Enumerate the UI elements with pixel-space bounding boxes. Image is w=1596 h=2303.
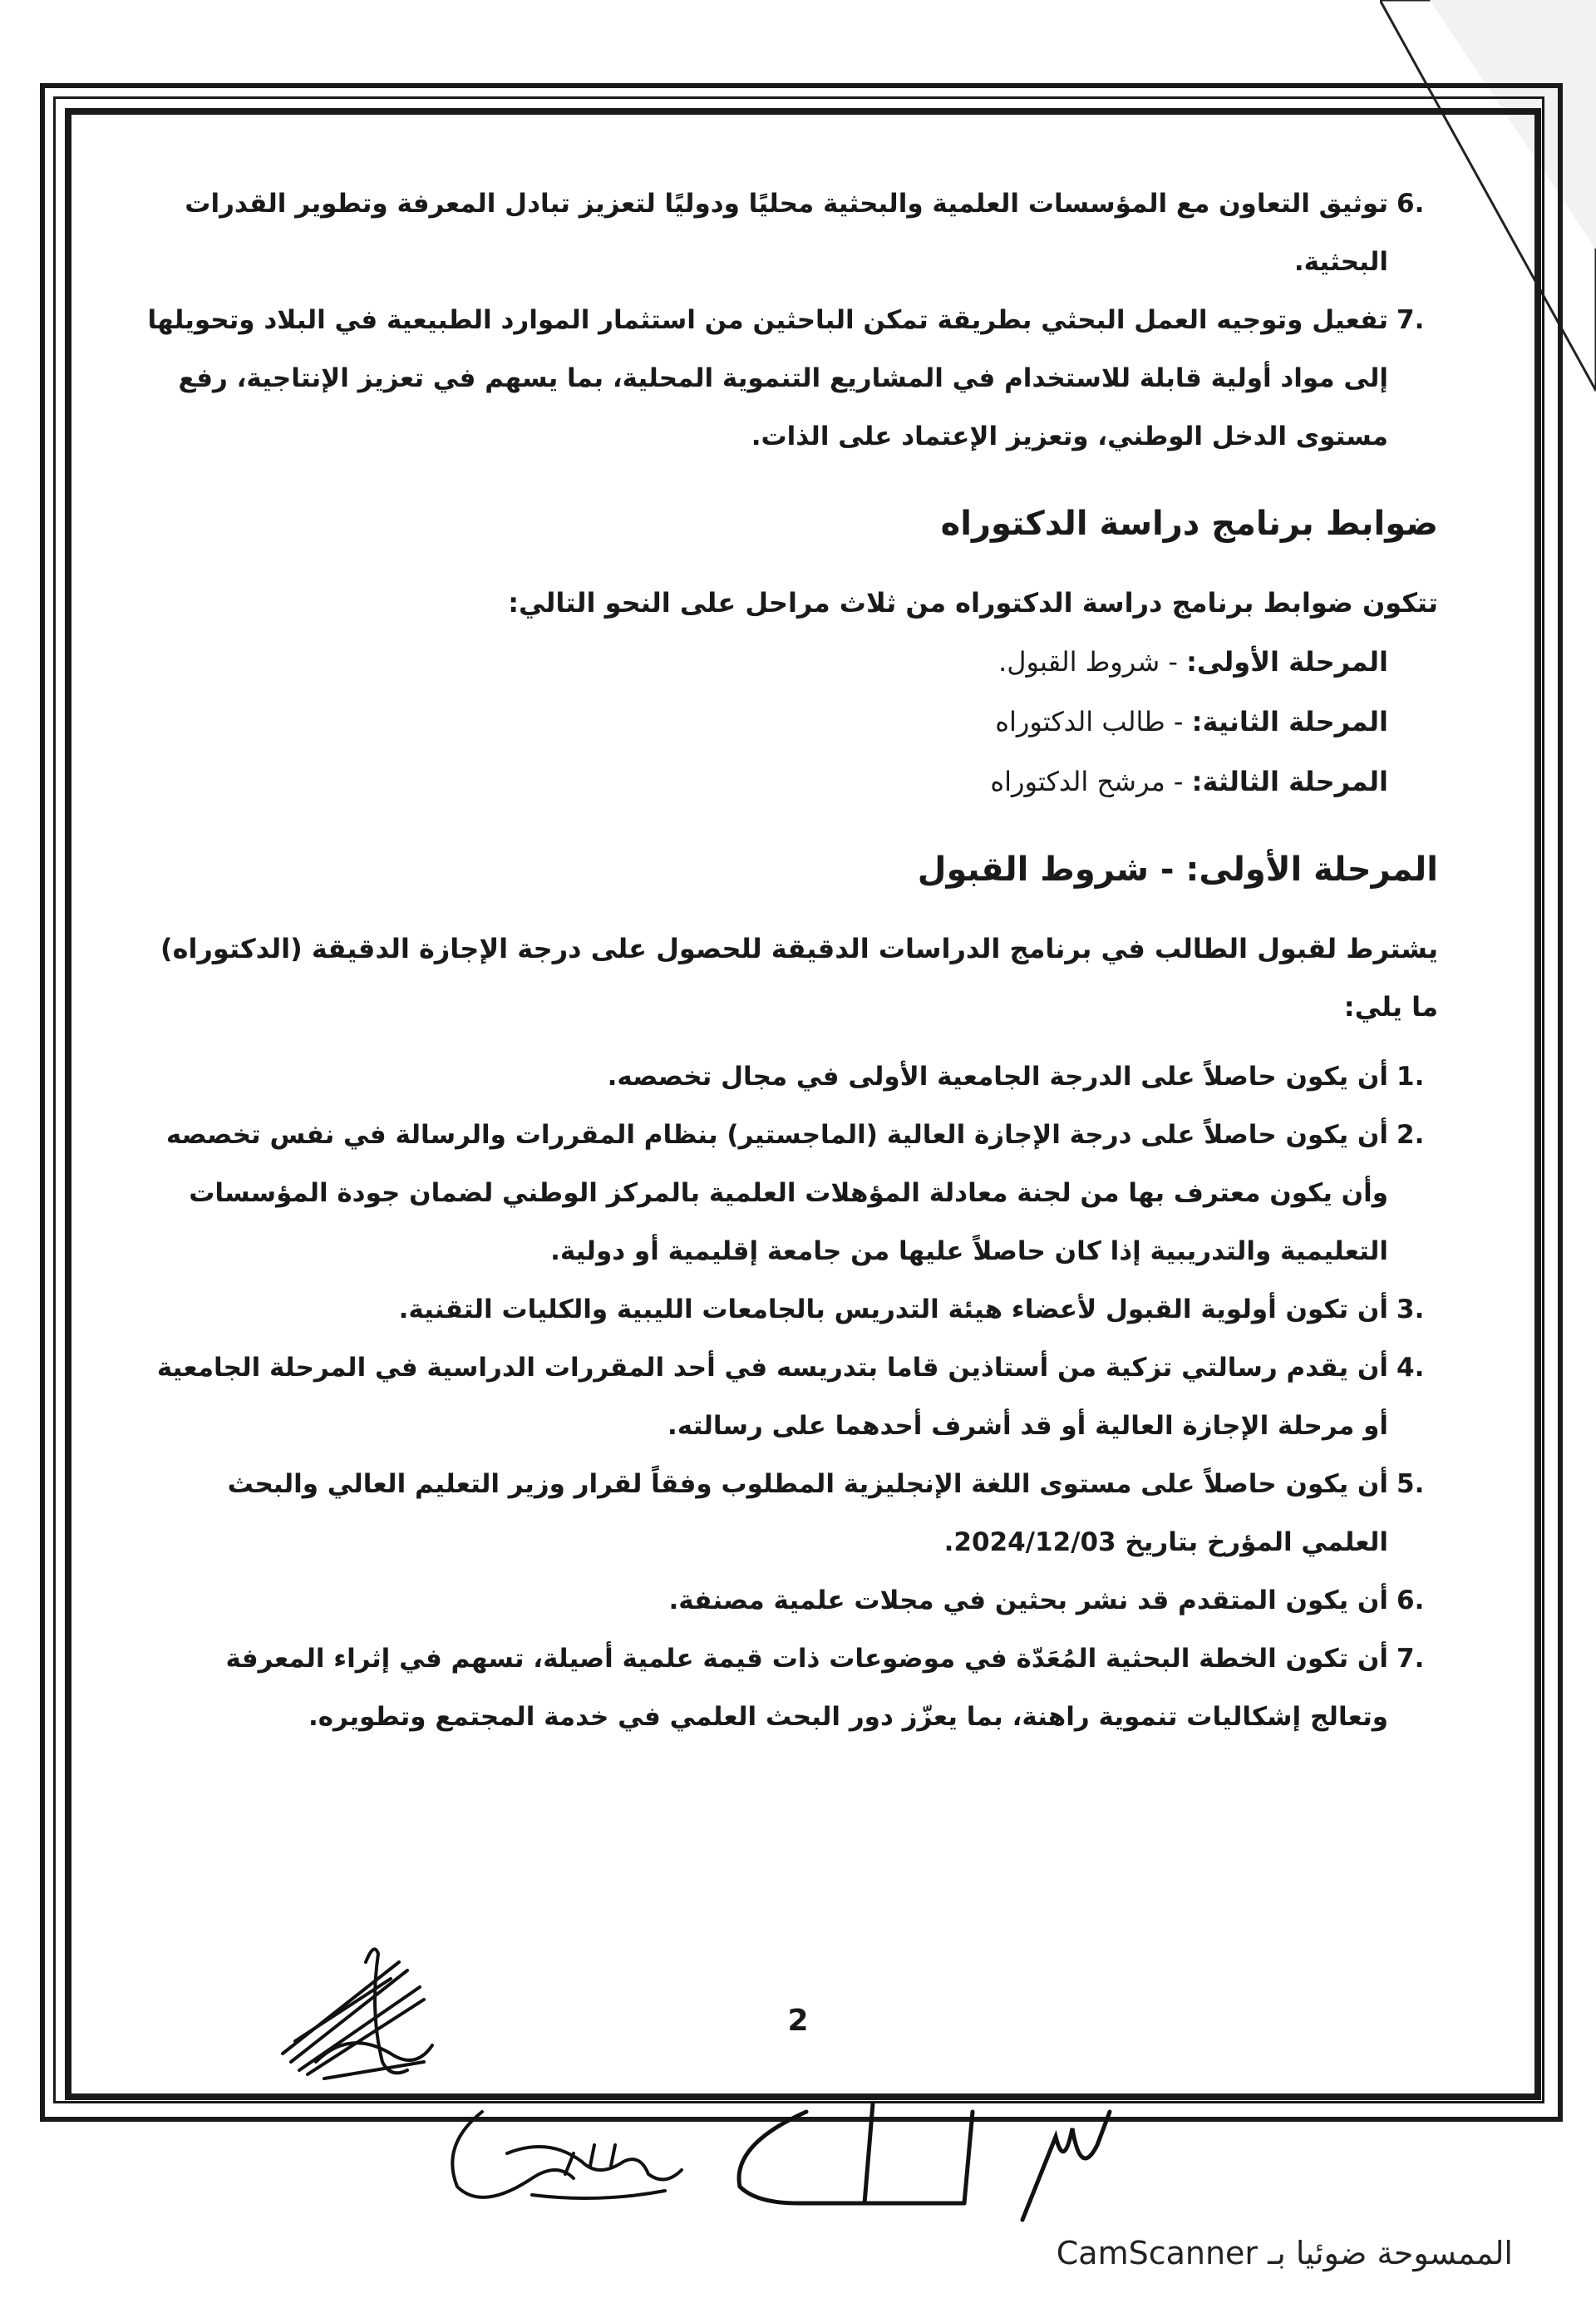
phase-item	[141, 692, 1438, 752]
list-item-text: أن يكون المتقدم قد نشر بحثين في مجلات علمية مصنفة.	[668, 1585, 1388, 1615]
section-intro: تتكون ضوابط برنامج دراسة الدكتوراه من ثلاث مراحل على النحو التالي:	[508, 587, 1438, 619]
list-item-text: تفعيل وتوجيه العمل البحثي بطريقة تمكن الباحثين من استثمار الموارد الطبيعية في البلاد وتحويلها إلى مواد أولية قابلة للاستخدام في المشاريع التنموية المحلية، بما يسهم في تعزيز الإنتاجية، رفع مستوى الدخل الوطني، وتعزيز الإعتماد على الذات.	[147, 305, 1388, 451]
condition-list-item	[141, 1630, 1438, 1746]
camscanner-footer-text: الممسوحة ضوئيا بـ CamScanner	[1056, 2235, 1513, 2271]
list-item-text: أن يقدم رسالتي تزكية من أستاذين قاما بتدريسه في أحد المقررات الدراسية في المرحلة الجامعية أو مرحلة الإجازة العالية أو قد أشرف أحدهما على رسالته.	[156, 1353, 1388, 1441]
list-number: .5	[1396, 1469, 1425, 1499]
phase1-intro: يشترط لقبول الطالب في برنامج الدراسات الدقيقة للحصول على درجة الإجازة الدقيقة (الدكتوراه) ما يلي:	[160, 933, 1438, 1023]
list-item-text: أن تكون الخطة البحثية المُعَدّة في موضوعات ذات قيمة علمية أصيلة، تسهم في إثراء المعرفة وتعالج إشكاليات تنموية راهنة، بما يعزّز دور البحث العلمي في خدمة المجتمع وتطويره.	[225, 1644, 1388, 1732]
list-number: .4	[1396, 1353, 1425, 1383]
condition-list-item	[141, 1280, 1438, 1339]
phase-item	[141, 752, 1438, 811]
list-number: .3	[1396, 1295, 1425, 1324]
phase-label: المرحلة الأولى:	[1186, 646, 1388, 678]
phase-text: - شروط القبول.	[998, 646, 1187, 678]
page-number: 2	[787, 2004, 809, 2038]
phase-text: - مرشح الدكتوراه	[990, 766, 1192, 797]
list-item-text: أن يكون حاصلاً على الدرجة الجامعية الأولى في مجال تخصصه.	[607, 1062, 1388, 1092]
phase-label: المرحلة الثالثة:	[1191, 766, 1388, 797]
list-item-text: أن تكون أولوية القبول لأعضاء هيئة التدريس بالجامعات الليبية والكليات التقنية.	[398, 1295, 1388, 1324]
list-number: .6	[1396, 189, 1425, 219]
condition-list-item	[141, 1571, 1438, 1630]
signature-scribble	[266, 1937, 449, 2087]
phase-text: - طالب الدكتوراه	[995, 706, 1192, 737]
phase-item	[141, 632, 1438, 692]
phase-label: المرحلة الثانية:	[1191, 706, 1388, 737]
document-body	[141, 175, 1438, 1746]
list-item-text: توثيق التعاون مع المؤسسات العلمية والبحثية محليًا ودوليًا لتعزيز تبادل المعرفة وتطوير القدرات البحثية.	[185, 189, 1388, 277]
phase1-heading: المرحلة الأولى: - شروط القبول	[917, 851, 1438, 889]
list-number: .7	[1396, 1644, 1425, 1674]
condition-list-item	[141, 1339, 1438, 1455]
list-number: .6	[1396, 1585, 1425, 1615]
list-number: .7	[1396, 305, 1425, 335]
list-item-text: أن يكون حاصلاً على مستوى اللغة الإنجليزية المطلوب وفقاً لقرار وزير التعليم العالي والبحث العلمي المؤرخ بتاريخ 2024/12/03.	[227, 1469, 1388, 1557]
condition-list-item	[141, 1106, 1438, 1280]
list-item-text: أن يكون حاصلاً على درجة الإجازة العالية (الماجستير) بنظام المقررات والرسالة في نفس تخصصه وأن يكون معترف بها من لجنة معادلة المؤهلات العلمية بالمركز الوطني لضمان جودة المؤسسات التعليمية والتدريبية إذا كان حاصلاً عليها من جامعة إقليمية أو دولية.	[165, 1120, 1388, 1266]
intro-list-item	[141, 291, 1438, 466]
condition-list-item	[141, 1455, 1438, 1571]
signature-left	[432, 2095, 698, 2220]
section-heading: ضوابط برنامج دراسة الدكتوراه	[940, 505, 1438, 543]
list-number: .1	[1396, 1062, 1425, 1092]
list-number: .2	[1396, 1120, 1425, 1150]
signature-right	[707, 2079, 1172, 2245]
intro-list-item	[141, 175, 1438, 291]
condition-list-item	[141, 1048, 1438, 1106]
